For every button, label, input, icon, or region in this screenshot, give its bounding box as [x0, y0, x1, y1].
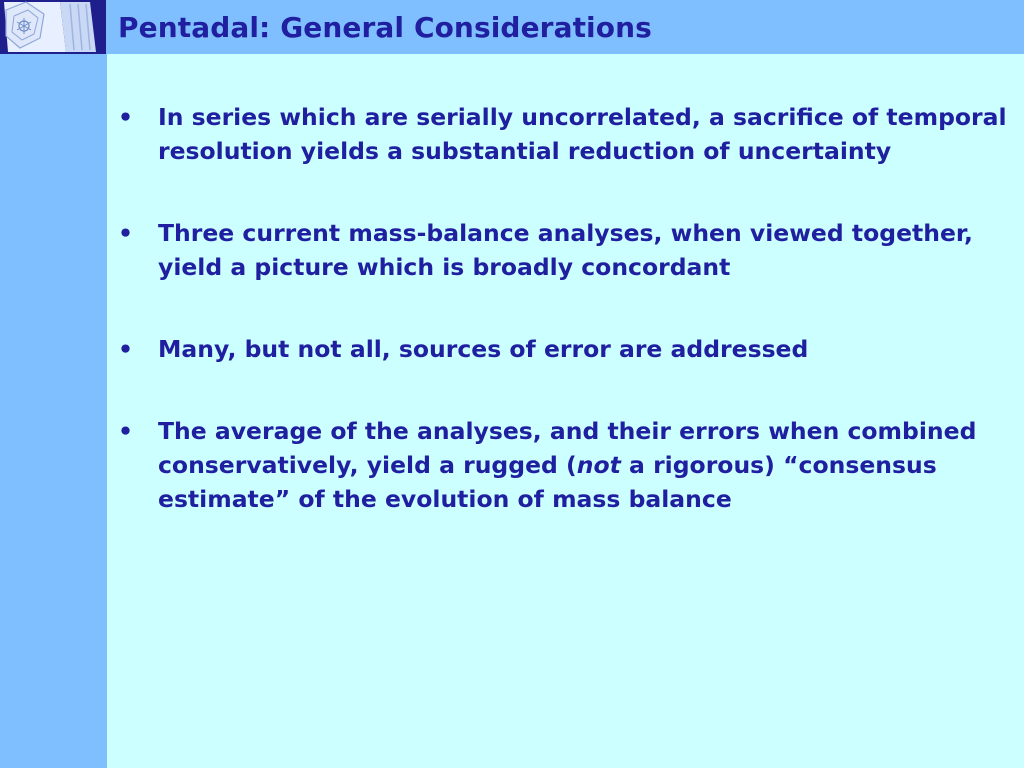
bullet-marker: •	[118, 219, 134, 247]
bullet-marker: •	[118, 103, 134, 131]
left-sidebar-band	[0, 0, 107, 768]
bullet-text: Three current mass-balance analyses, when viewed together, yield a picture which is broadly concordant	[158, 219, 973, 281]
bullet-text-part: a rigorous) “consensus estimate” of the evolution of mass balance	[158, 451, 937, 513]
bullet-text	[158, 417, 976, 513]
bullet-item	[118, 414, 1014, 516]
bullet-marker: •	[118, 417, 134, 445]
bullet-text: In series which are serially uncorrelated, a sacrifice of temporal resolution yields a substantial reduction of uncertainty	[158, 103, 1007, 165]
bullet-text-part: The average of the analyses, and their errors when combined conservatively, yield a rugged (	[158, 417, 977, 479]
bullet-item	[118, 100, 1014, 168]
bullet-list	[118, 100, 1014, 564]
slide-title: Pentadal: General Considerations	[118, 11, 652, 44]
bullet-marker: •	[118, 335, 134, 363]
snowflake-book-icon	[0, 0, 106, 54]
bullet-text: Many, but not all, sources of error are addressed	[158, 335, 809, 363]
bullet-item	[118, 216, 1014, 284]
bullet-item	[118, 332, 1014, 366]
emphasis-text: not	[576, 451, 621, 479]
logo	[0, 0, 106, 54]
